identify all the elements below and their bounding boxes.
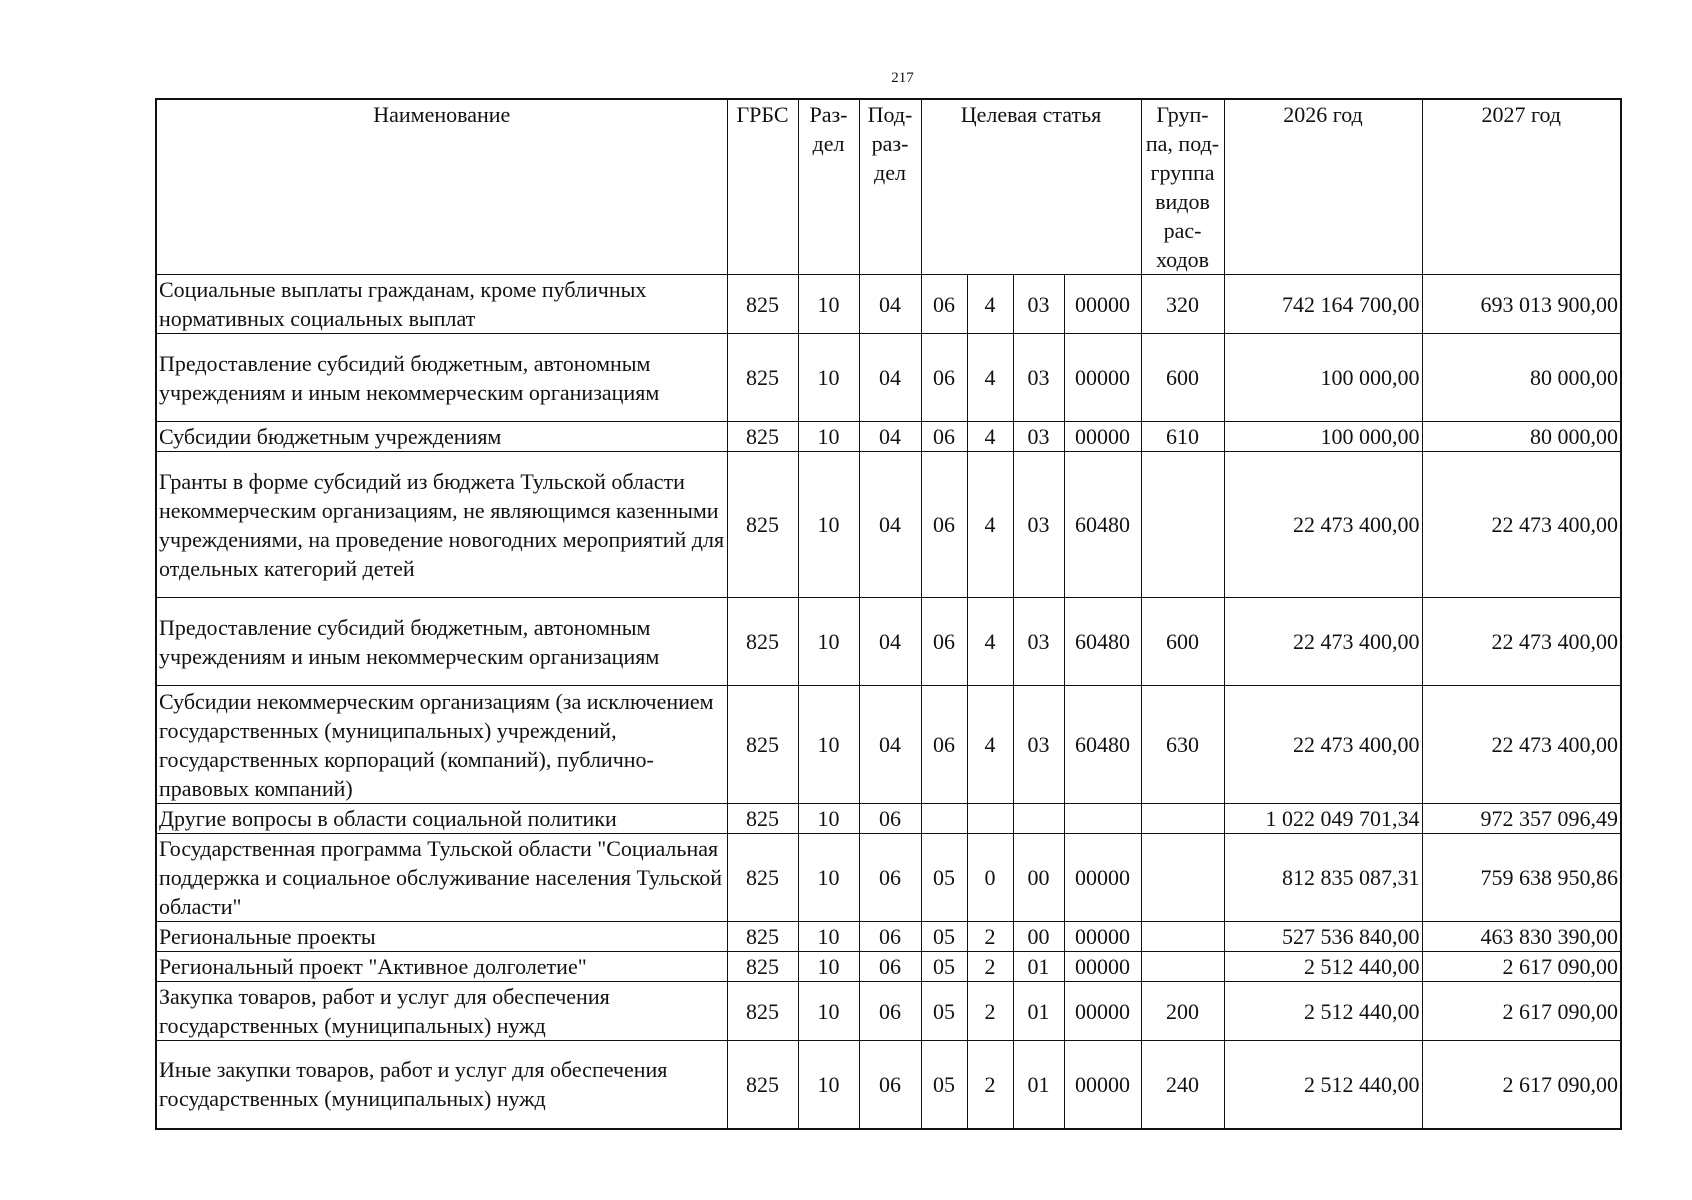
cell-name: Региональный проект "Активное долголетие" [156,952,727,982]
header-grbs: ГРБС [727,99,798,275]
cell-razdel: 10 [798,982,859,1041]
cell-target-type: 2 [967,922,1013,952]
cell-target-program: 06 [921,452,967,598]
cell-razdel: 10 [798,452,859,598]
cell-target-subprogram: 01 [1013,1041,1064,1129]
cell-amount-2026: 812 835 087,31 [1224,834,1422,922]
cell-target-subprogram: 03 [1013,452,1064,598]
table-row [156,334,1621,422]
cell-amount-2026: 100 000,00 [1224,422,1422,452]
cell-expense-group: 600 [1141,598,1224,686]
table-row [156,422,1621,452]
table-row [156,275,1621,334]
cell-podrazdel: 04 [859,598,921,686]
cell-target-subprogram: 01 [1013,952,1064,982]
table-header-row [156,99,1621,275]
header-name: Наименование [156,99,727,275]
cell-razdel: 10 [798,422,859,452]
cell-target-subprogram: 03 [1013,598,1064,686]
cell-name: Предоставление субсидий бюджетным, автономным учреждениям и иным некоммерческим организациям [156,598,727,686]
cell-amount-2026: 2 512 440,00 [1224,982,1422,1041]
cell-podrazdel: 04 [859,452,921,598]
cell-amount-2026: 22 473 400,00 [1224,598,1422,686]
cell-grbs: 825 [727,334,798,422]
cell-target-type: 2 [967,982,1013,1041]
cell-amount-2027: 22 473 400,00 [1422,686,1621,804]
cell-expense-group: 240 [1141,1041,1224,1129]
table-row [156,982,1621,1041]
cell-name: Предоставление субсидий бюджетным, автономным учреждениям и иным некоммерческим организациям [156,334,727,422]
cell-grbs: 825 [727,452,798,598]
cell-expense-group: 630 [1141,686,1224,804]
cell-target-direction: 60480 [1064,452,1141,598]
cell-target-subprogram: 03 [1013,422,1064,452]
cell-expense-group: 200 [1141,982,1224,1041]
cell-target-direction: 00000 [1064,982,1141,1041]
cell-expense-group [1141,452,1224,598]
cell-name: Гранты в форме субсидий из бюджета Тульской области некоммерческим организациям, не являющимся казенными учреждениями, на проведение новогодних мероприятий для отдельных категорий детей [156,452,727,598]
cell-target-type: 0 [967,834,1013,922]
cell-grbs: 825 [727,275,798,334]
cell-podrazdel: 06 [859,922,921,952]
cell-target-subprogram: 00 [1013,922,1064,952]
header-razdel: Раз- дел [798,99,859,275]
cell-razdel: 10 [798,598,859,686]
cell-target-program: 05 [921,922,967,952]
cell-target-program: 06 [921,334,967,422]
cell-target-program [921,804,967,834]
cell-grbs: 825 [727,834,798,922]
cell-target-type: 4 [967,275,1013,334]
cell-expense-group [1141,922,1224,952]
cell-target-type: 4 [967,334,1013,422]
cell-target-type [967,804,1013,834]
cell-name: Социальные выплаты гражданам, кроме публичных нормативных социальных выплат [156,275,727,334]
cell-razdel: 10 [798,834,859,922]
header-expense-group: Груп- па, под- группа видов рас- ходов [1141,99,1224,275]
cell-grbs: 825 [727,922,798,952]
cell-target-type: 4 [967,598,1013,686]
cell-target-direction: 00000 [1064,922,1141,952]
cell-amount-2027: 693 013 900,00 [1422,275,1621,334]
cell-podrazdel: 04 [859,686,921,804]
table-row [156,922,1621,952]
cell-target-subprogram: 01 [1013,982,1064,1041]
cell-amount-2027: 2 617 090,00 [1422,982,1621,1041]
cell-amount-2026: 2 512 440,00 [1224,952,1422,982]
cell-expense-group [1141,804,1224,834]
cell-target-direction: 00000 [1064,334,1141,422]
cell-podrazdel: 06 [859,982,921,1041]
table-row [156,598,1621,686]
cell-target-subprogram [1013,804,1064,834]
cell-name: Региональные проекты [156,922,727,952]
cell-target-direction [1064,804,1141,834]
cell-amount-2026: 527 536 840,00 [1224,922,1422,952]
table-row [156,952,1621,982]
cell-amount-2027: 759 638 950,86 [1422,834,1621,922]
table-row [156,834,1621,922]
cell-podrazdel: 04 [859,275,921,334]
cell-amount-2026: 100 000,00 [1224,334,1422,422]
cell-amount-2027: 972 357 096,49 [1422,804,1621,834]
cell-target-program: 06 [921,275,967,334]
table-row [156,804,1621,834]
cell-podrazdel: 06 [859,834,921,922]
table-row [156,686,1621,804]
cell-target-program: 06 [921,422,967,452]
cell-name: Закупка товаров, работ и услуг для обеспечения государственных (муниципальных) нужд [156,982,727,1041]
cell-razdel: 10 [798,804,859,834]
cell-target-program: 05 [921,1041,967,1129]
cell-name: Иные закупки товаров, работ и услуг для обеспечения государственных (муниципальных) нужд [156,1041,727,1129]
cell-target-program: 06 [921,686,967,804]
cell-target-subprogram: 00 [1013,834,1064,922]
cell-target-program: 06 [921,598,967,686]
header-podrazdel: Под- раз- дел [859,99,921,275]
cell-target-type: 4 [967,452,1013,598]
cell-expense-group: 600 [1141,334,1224,422]
cell-target-direction: 60480 [1064,686,1141,804]
cell-target-program: 05 [921,834,967,922]
header-year-2026: 2026 год [1224,99,1422,275]
cell-amount-2027: 22 473 400,00 [1422,598,1621,686]
table-row [156,1041,1621,1129]
cell-amount-2026: 22 473 400,00 [1224,452,1422,598]
cell-grbs: 825 [727,598,798,686]
cell-podrazdel: 06 [859,1041,921,1129]
cell-expense-group: 320 [1141,275,1224,334]
cell-podrazdel: 04 [859,334,921,422]
cell-amount-2026: 1 022 049 701,34 [1224,804,1422,834]
cell-grbs: 825 [727,686,798,804]
cell-expense-group [1141,952,1224,982]
cell-amount-2026: 2 512 440,00 [1224,1041,1422,1129]
cell-amount-2026: 22 473 400,00 [1224,686,1422,804]
cell-name: Другие вопросы в области социальной политики [156,804,727,834]
cell-amount-2027: 2 617 090,00 [1422,1041,1621,1129]
cell-amount-2027: 463 830 390,00 [1422,922,1621,952]
cell-target-subprogram: 03 [1013,334,1064,422]
cell-podrazdel: 06 [859,804,921,834]
cell-target-direction: 00000 [1064,275,1141,334]
cell-grbs: 825 [727,982,798,1041]
cell-amount-2027: 80 000,00 [1422,334,1621,422]
cell-amount-2027: 80 000,00 [1422,422,1621,452]
cell-expense-group: 610 [1141,422,1224,452]
cell-target-subprogram: 03 [1013,275,1064,334]
cell-target-direction: 00000 [1064,952,1141,982]
cell-expense-group [1141,834,1224,922]
cell-razdel: 10 [798,952,859,982]
cell-target-direction: 00000 [1064,1041,1141,1129]
cell-razdel: 10 [798,334,859,422]
cell-target-type: 2 [967,1041,1013,1129]
cell-amount-2027: 22 473 400,00 [1422,452,1621,598]
cell-name: Государственная программа Тульской области "Социальная поддержка и социальное обслуживание населения Тульской области" [156,834,727,922]
cell-amount-2026: 742 164 700,00 [1224,275,1422,334]
cell-target-type: 4 [967,686,1013,804]
cell-name: Субсидии бюджетным учреждениям [156,422,727,452]
cell-razdel: 10 [798,275,859,334]
budget-table [155,98,1622,1130]
page-number: 217 [891,70,914,86]
cell-name: Субсидии некоммерческим организациям (за исключением государственных (муниципальных) учреждений, государственных корпораций (компаний), публично-правовых компаний) [156,686,727,804]
cell-razdel: 10 [798,686,859,804]
table-row [156,452,1621,598]
cell-amount-2027: 2 617 090,00 [1422,952,1621,982]
cell-target-program: 05 [921,952,967,982]
cell-podrazdel: 06 [859,952,921,982]
cell-grbs: 825 [727,422,798,452]
cell-target-type: 4 [967,422,1013,452]
header-target-article: Целевая статья [921,99,1141,275]
cell-target-direction: 60480 [1064,598,1141,686]
cell-grbs: 825 [727,804,798,834]
cell-target-type: 2 [967,952,1013,982]
cell-razdel: 10 [798,1041,859,1129]
cell-target-program: 05 [921,982,967,1041]
cell-target-direction: 00000 [1064,834,1141,922]
cell-razdel: 10 [798,922,859,952]
cell-grbs: 825 [727,952,798,982]
cell-target-subprogram: 03 [1013,686,1064,804]
cell-podrazdel: 04 [859,422,921,452]
cell-grbs: 825 [727,1041,798,1129]
cell-target-direction: 00000 [1064,422,1141,452]
header-year-2027: 2027 год [1422,99,1621,275]
